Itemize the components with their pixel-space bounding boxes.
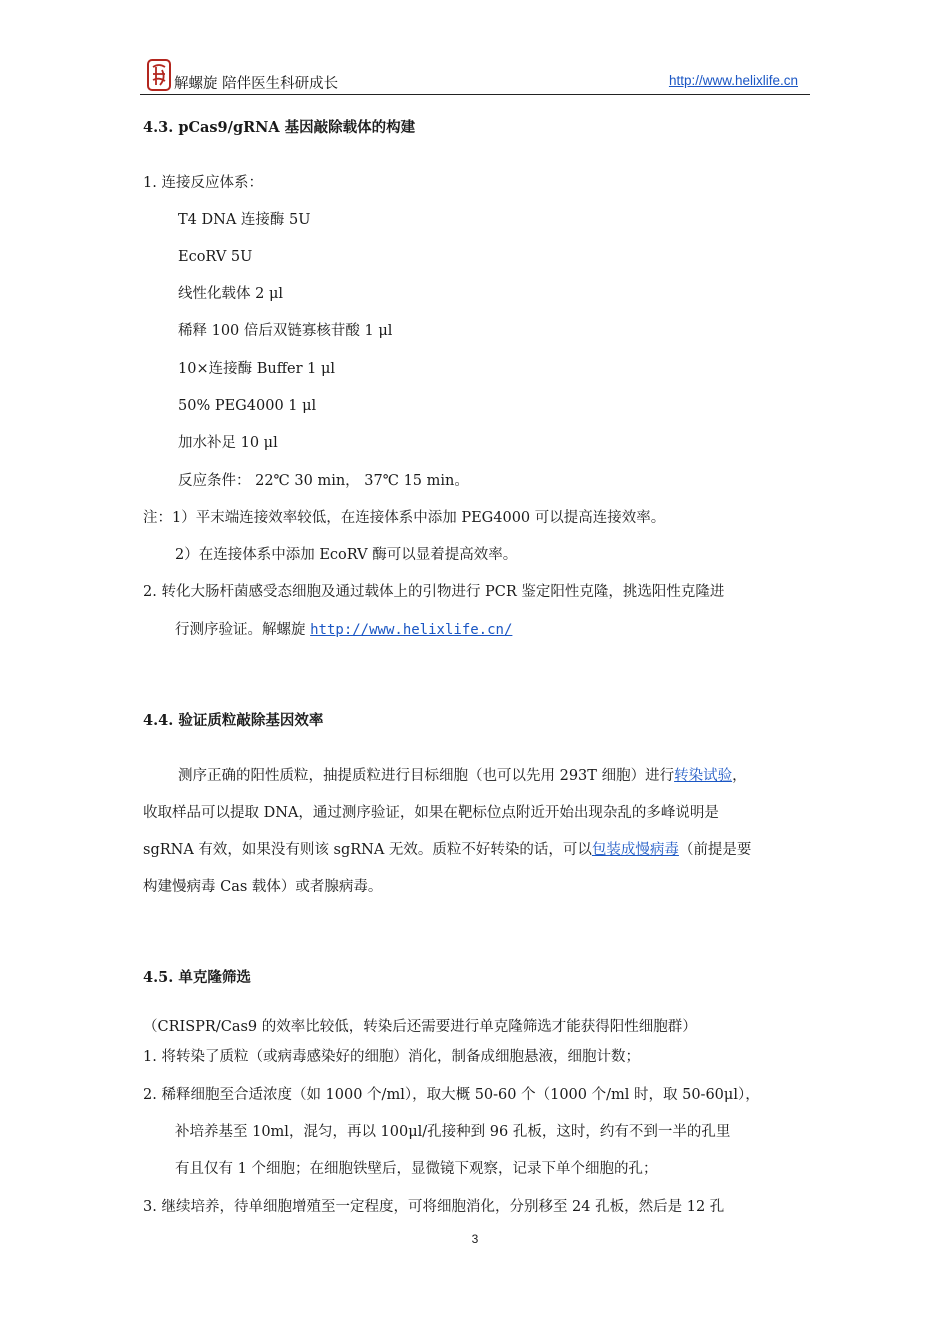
recipe-line: 50% PEG4000 1 μl bbox=[178, 398, 317, 414]
header-url-link[interactable]: http://www.helixlife.cn bbox=[668, 73, 798, 88]
section-title-4-5: 4.5. 单克隆筛选 bbox=[143, 969, 251, 986]
note-1: 注：1）平末端连接效率较低，在连接体系中添加 PEG4000 可以提高连接效率。 bbox=[143, 510, 666, 526]
paragraph-line bbox=[143, 841, 751, 859]
recipe-line: 加水补足 10 μl bbox=[178, 435, 278, 451]
section-title-4-4: 4.4. 验证质粒敲除基因效率 bbox=[143, 712, 324, 729]
helixlife-link[interactable]: http://www.helixlife.cn/ bbox=[310, 622, 513, 638]
recipe-line: T4 DNA 连接酶 5U bbox=[178, 212, 311, 228]
list-item-1: 1. 将转染了质粒（或病毒感染好的细胞）消化，制备成细胞悬液，细胞计数； bbox=[143, 1049, 640, 1065]
recipe-line: 线性化载体 2 μl bbox=[178, 286, 284, 302]
note-2: 2）在连接体系中添加 EcoRV 酶可以显着提高效率。 bbox=[175, 547, 518, 563]
helix-logo-icon bbox=[146, 58, 172, 92]
list-item-2-cont bbox=[175, 621, 512, 639]
transfection-link[interactable]: 转染试验 bbox=[674, 768, 733, 784]
reaction-conditions: 反应条件： 22℃ 30 min， 37℃ 15 min。 bbox=[178, 473, 469, 489]
section-intro: （CRISPR/Cas9 的效率比较低，转染后还需要进行单克隆筛选才能获得阳性细胞群） bbox=[143, 1019, 697, 1035]
text: 行测序验证。解螺旋 bbox=[175, 622, 311, 638]
text: sgRNA 有效，如果没有则该 sgRNA 无效。质粒不好转染的话，可以 bbox=[143, 842, 592, 858]
text: ， bbox=[732, 768, 747, 784]
recipe-line: 10×连接酶 Buffer 1 μl bbox=[178, 361, 336, 377]
list-item-2: 2. 稀释细胞至合适浓度（如 1000 个/ml），取大概 50-60 个（1000 个/ml 时，取 50-60μl）， bbox=[143, 1087, 760, 1103]
lentivirus-link[interactable]: 包装成慢病毒 bbox=[591, 842, 679, 858]
page-number: 3 bbox=[471, 1232, 479, 1246]
recipe-line: EcoRV 5U bbox=[178, 249, 253, 265]
list-item-1: 1. 连接反应体系： bbox=[143, 175, 263, 191]
list-item-3: 3. 继续培养，待单细胞增殖至一定程度，可将细胞消化，分别移至 24 孔板，然后是 12 孔 bbox=[143, 1199, 725, 1215]
list-item-2-cont: 有且仅有 1 个细胞；在细胞铁壁后，显微镜下观察，记录下单个细胞的孔； bbox=[175, 1161, 658, 1177]
page-header bbox=[140, 58, 810, 95]
list-item-2: 2. 转化大肠杆菌感受态细胞及通过载体上的引物进行 PCR 鉴定阳性克隆，挑选阳性克隆进 bbox=[143, 584, 725, 600]
section-title-4-3: 4.3. pCas9/gRNA 基因敲除载体的构建 bbox=[143, 119, 416, 136]
recipe-line: 稀释 100 倍后双链寡核苷酸 1 μl bbox=[178, 323, 393, 339]
paragraph-line bbox=[178, 767, 747, 785]
paragraph-line: 收取样品可以提取 DNA，通过测序验证，如果在靶标位点附近开始出现杂乱的多峰说明是 bbox=[143, 805, 719, 821]
brand-text: 解螺旋 陪伴医生科研成长 bbox=[174, 76, 339, 92]
paragraph-line: 构建慢病毒 Cas 载体）或者腺病毒。 bbox=[143, 879, 383, 895]
text: （前提是要 bbox=[678, 842, 752, 858]
list-item-2-cont: 补培养基至 10ml，混匀，再以 100μl/孔接种到 96 孔板，这时，约有不到一半的孔里 bbox=[175, 1124, 731, 1140]
text: 测序正确的阳性质粒，抽提质粒进行目标细胞（也可以先用 293T 细胞）进行 bbox=[178, 768, 675, 784]
